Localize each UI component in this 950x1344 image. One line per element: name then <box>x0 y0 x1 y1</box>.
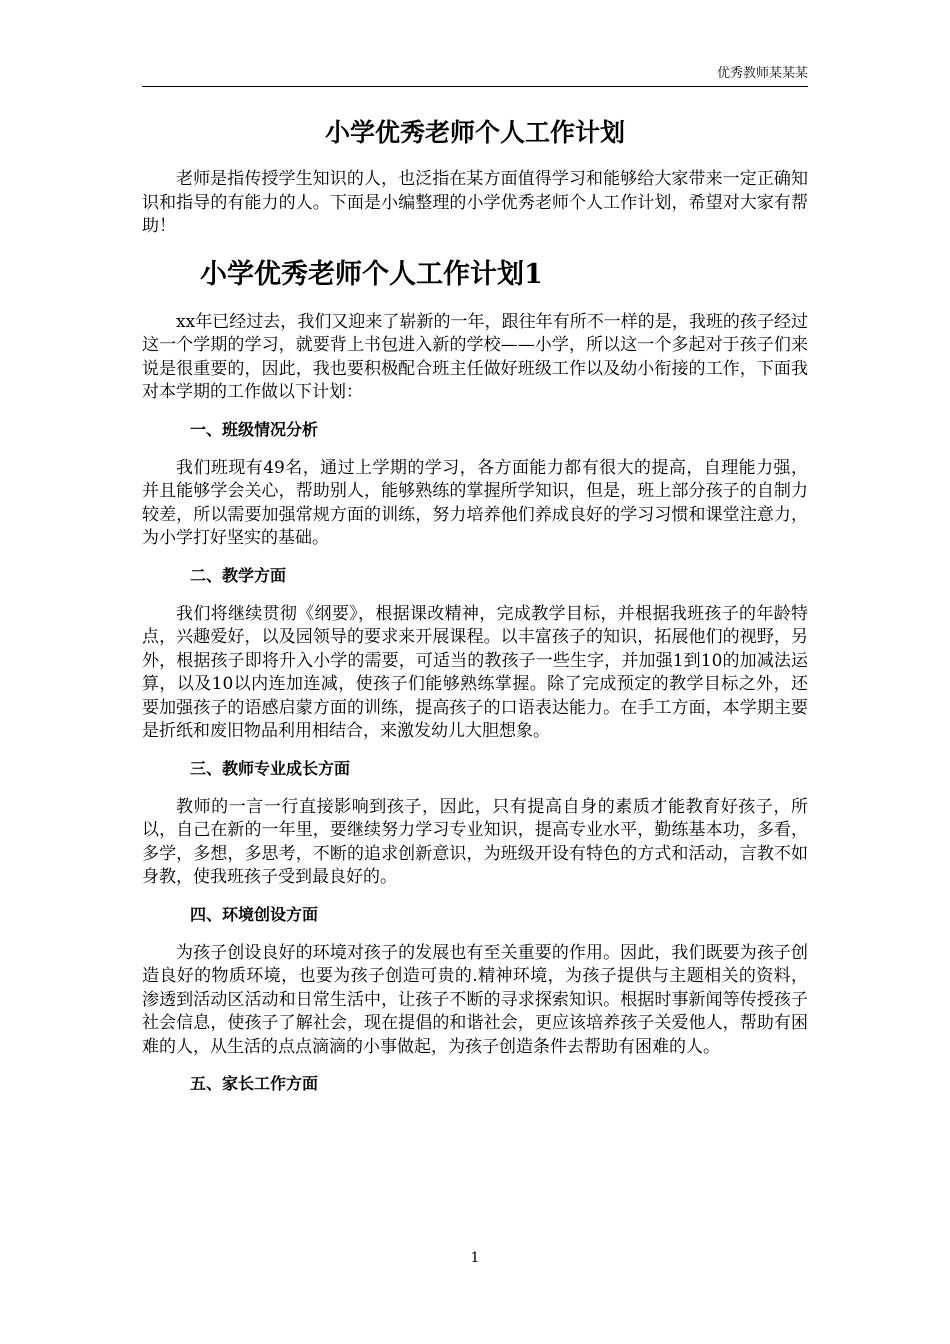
subsection-heading-environment: 四、环境创设方面 <box>190 904 319 924</box>
subsection-heading-class-analysis: 一、班级情况分析 <box>190 419 319 439</box>
subsection-body-class-analysis: 我们班现有49名，通过上学期的学习，各方面能力都有很大的提高，自理能力强，并且能够学会关心，帮助别人，能够熟练的掌握所学知识，但是，班上部分孩子的自制力较差，所以需要加强常规方面的训练，努力培养他们养成良好的学习习惯和课堂注意力，为小学打好坚实的基础。 <box>142 457 808 548</box>
subsection-body-professional-growth: 教师的一言一行直接影响到孩子，因此，只有提高自身的素质才能教育好孩子，所以，自己在新的一年里，要继续努力学习专业知识，提高专业水平，勤练基本功，多看，多学，多想，多思考，不断的追求创新意识，为班级开设有特色的方式和活动，言教不如身教，使我班孩子受到最良好的。 <box>142 796 808 887</box>
header-divider <box>142 86 808 87</box>
section-intro-paragraph: xx年已经过去，我们又迎来了崭新的一年，跟往年有所不一样的是，我班的孩子经过这一个学期的学习，就要背上书包进入新的学校——小学，所以这一个多起对于孩子们来说是很重要的，因此，我也要积极配合班主任做好班级工作以及幼小衔接的工作，下面我对本学期的工作做以下计划： <box>142 311 808 402</box>
subsection-body-teaching: 我们将继续贯彻《纲要》，根据课改精神，完成教学目标，并根据我班孩子的年龄特点，兴趣爱好，以及园领导的要求来开展课程。以丰富孩子的知识，拓展他们的视野，另外，根据孩子即将升入小学的需要，可适当的教孩子一些生字，并加强1到10的加减法运算，以及10以内连加连减，使孩子们能够熟练掌握。除了完成预定的教学目标之外，还要加强孩子的语感启蒙方面的训练，提高孩子的口语表达能力。在手工方面，本学期主要是折纸和废旧物品利用相结合，来激发幼儿大胆想象。 <box>142 603 808 741</box>
page-number: 1 <box>470 1250 480 1266</box>
subsection-heading-professional-growth: 三、教师专业成长方面 <box>190 758 351 778</box>
document-body <box>142 112 808 1111</box>
subsection-heading-parents: 五、家长工作方面 <box>190 1074 319 1093</box>
document-title: 小学优秀老师个人工作计划 <box>324 118 625 147</box>
section-title: 小学优秀老师个人工作计划1 <box>200 258 543 290</box>
page-header-text: 优秀教师某某某 <box>716 66 808 81</box>
subsection-heading-teaching: 二、教学方面 <box>190 565 287 585</box>
subsection-body-environment: 为孩子创设良好的环境对孩子的发展也有至关重要的作用。因此，我们既要为孩子创造良好的物质环境，也要为孩子创造可贵的.精神环境，为孩子提供与主题相关的资料，渗透到活动区活动和日常生活中，让孩子不断的寻求探索知识。根据时事新闻等传授孩子社会信息，使孩子了解社会，现在提倡的和谐社会，更应该培养孩子关爱他人，帮助有困难的人，从生活的点点滴滴的小事做起，为孩子创造条件去帮助有困难的人。 <box>142 942 808 1057</box>
intro-paragraph: 老师是指传授学生知识的人，也泛指在某方面值得学习和能够给大家带来一定正确知识和指导的有能力的人。下面是小编整理的小学优秀老师个人工作计划，希望对大家有帮助！ <box>142 169 808 236</box>
